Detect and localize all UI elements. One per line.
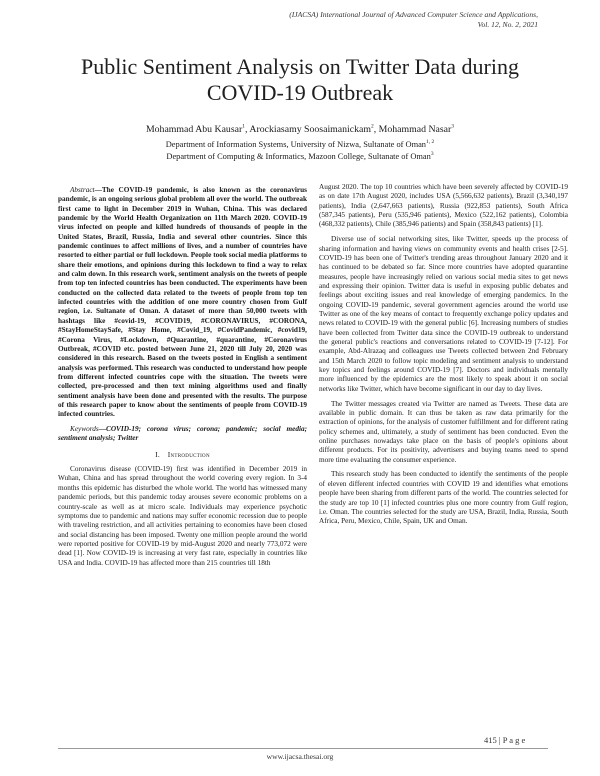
left-column [58, 186, 307, 573]
author-affiliation-mark: 3 [451, 123, 455, 130]
journal-volume: Vol. 12, No. 2, 2021 [477, 20, 538, 29]
body-paragraph-continued: August 2020. The top 10 countries which have been severely affected by COVID-19 as on date 17th August 2020, includes USA (5,566,632 patients), Brazil (3,340,197 patients), India (2,647,663 patients), Russia (922,853 patients), South Africa (587,345 patients), Peru (535,946 patients), Mexico (522,162 patients), Colombia (468,332 patients), Chile (385,946 patients) and Spain (358,843 patients) [1]. [319, 183, 568, 229]
paper-title-line1: Public Sentiment Analysis on Twitter Data during [80, 54, 519, 79]
body-paragraph: The Twitter messages created via Twitter are named as Tweets. These data are available in public domain. It can thus be taken as raw data primarily for the extraction of opinions, for the analysis of customer fulfillment and for different rating policy schemes and, ultimately, a study of sentiment has been conducted. Even the online purchases nowadays take place on the basis of people's opinions about different products. For its positivity, advertisers and buying teams need to spend more time evaluating the consumer experience. [319, 399, 568, 464]
section-heading-introduction: I. Introduction [155, 449, 210, 459]
keywords [58, 425, 307, 444]
author-name: Mohammad Nasar [378, 124, 452, 135]
abstract-text: —The COVID-19 pandemic, is also known as the coronavirus pandemic, is an ongoing serious global problem all over the world. The outbreak first came to light in December 2019 in Wuhan, China. This was declared pandemic by the World Health Organization on 11th March 2020. COVID-19 virus infected on people and killed hundreds of thousands of people in the United States, Brazil, Russia, India and several other countries. Since this pandemic continues to affect millions of lives, and a number of countries have resorted to either partial or full lockdown. People took social media platforms to share their emotions, and opinions during this lockdown to find a way to relax and calm down. In this research work, sentiment analysis on the tweets of people from top ten infected countries has been conducted. The experiments have been conducted on the collected data related to the tweets of people from top ten infected countries with the addition of one more country chosen from Gulf region, i.e. Sultanate of Oman. A dataset of more than 50,000 tweets with hashtags like #covid-19, #COVID19, #CORONAVIRUS, #CORONA, #StayHomeStaySafe, #Stay Home, #Covid_19, #CovidPandemic, #covid19, #Corona Virus, #Lockdown, #Quarantine, #quarantine, #Coronavirus Outbreak, #COVID etc. posted between June 21, 2020 till July 20, 2020 was considered in this research. Based on the tweets posted in English a sentiment analysis was performed. This research was conducted to understand how people from different infected countries cope with the situation. The tweets were collected, pre-processed and then text mining algorithms used and finally sentiment analysis have been done and presented with the results. The purpose of this research paper to know about the sentiments of people from COVID-19 infected countries. [58, 186, 307, 419]
author-affiliation-mark: 1 [242, 123, 246, 130]
footer-url: www.ijacsa.thesai.org [266, 752, 334, 761]
affiliation-mark: 3 [430, 151, 434, 158]
affiliation-2 [60, 151, 540, 162]
body-paragraph: Coronavirus disease (COVID-19) first was identified in December 2019 in Wuhan, China and has spread throughout the world covering every region. In 3-4 months this epidemic has disturbed the whole world. The world has witnessed many pandemic periods, but this pandemic today arouses severe economic problems on a country-scale as well as at micro scale. Individuals may experience psychotic symptoms due to pandemic and nations may suffer economic recession due to people with traveling restriction, and all activities pertaining to economies have been closed and social distancing has been imposed. Twenty one million people around the world were reported positive for COVID-19 by mid-August 2020 and nearly 773,072 were dead [1]. Now COVID-19 is increasing at very fast rate, especially in countries like USA and India. COVID-19 has affected more than 215 countries till 18th [58, 465, 307, 567]
right-column [319, 183, 568, 532]
author-name: Mohammad Abu Kausar [145, 124, 243, 135]
footer-divider [58, 748, 548, 749]
paper-title-line2: COVID-19 Outbreak [206, 80, 394, 105]
affiliation-mark: 1, 2 [426, 139, 435, 146]
affiliation-1 [60, 139, 540, 150]
keywords-label: Keywords [70, 425, 99, 434]
abstract [58, 186, 307, 420]
paper-title [40, 54, 560, 106]
keywords-text: —COVID-19; corona virus; corona; pandemic; social media; sentiment analysis; Twitter [58, 425, 307, 443]
author-affiliation-mark: 2 [371, 123, 374, 130]
affiliation-text: Department of Computing & Informatics, Mazoon College, Sultanate of Oman [166, 152, 431, 161]
affiliation-text: Department of Information Systems, University of Nizwa, Sultanate of Oman [165, 140, 426, 149]
page-number: 415 | P a g e [484, 735, 526, 745]
author-name: Arockiasamy Soosaimanickam [249, 124, 371, 135]
abstract-label: Abstract [70, 186, 95, 194]
body-paragraph: This research study has been conducted to identify the sentiments of the people of eleven different infected countries with COVID 19 and identifies what emotions people have been sharing from different parts of the world. The countries selected for the study are top 10 [1] infected countries plus one more country from Gulf region, i.e. Oman. The countries selected for the study are USA, Brazil, India, Russia, South Africa, Peru, Mexico, Chile, Spain, UK and Oman. [319, 470, 568, 526]
journal-name: (IJACSA) International Journal of Advanced Computer Science and Applications, [289, 10, 538, 19]
body-paragraph: Diverse use of social networking sites, like Twitter, speeds up the process of sharing information and having views on community events and health crises [2-5]. COVID-19 has been one of Twitter's trending areas throughout January 2020 and it has continued to be debated so far. Since more countries have adopted quarantine measures, people have increasingly relied on various social media sites to get news and expressing their opinion. Twitter data is useful in exposing public debates and feelings about exciting issues and real knowledge of emerging pandemics. In the ongoing COVID-19 pandemic, several government agencies around the world use Twitter as one of the key means of contact to frequently exchange policy updates and news related to COVID-19 with the general public [6]. Increasing numbers of studies have been collected from Twitter data since the COVID-19 outbreak to understand the general public's reactions and conversations related to COVID-19 [7-12]. For example, Abd-Alrazaq and colleagues use Tweets collected between 2nd February and 15th March 2020 to follow topic modeling and sentiment analysis to understand key topics and feelings around COVID-19 [7]. Doctors and individuals mentally more influenced by the epidemics are the most likely to speak about it on social networks like Twitter, which have become significant in our day to day lives. [319, 235, 568, 393]
journal-header [118, 10, 538, 30]
author-list: Mohammad Abu Kausar$^1$, Arockiasamy Soosaimanickam$^2$, Mohammad Nasar$^3$ [145, 123, 455, 135]
